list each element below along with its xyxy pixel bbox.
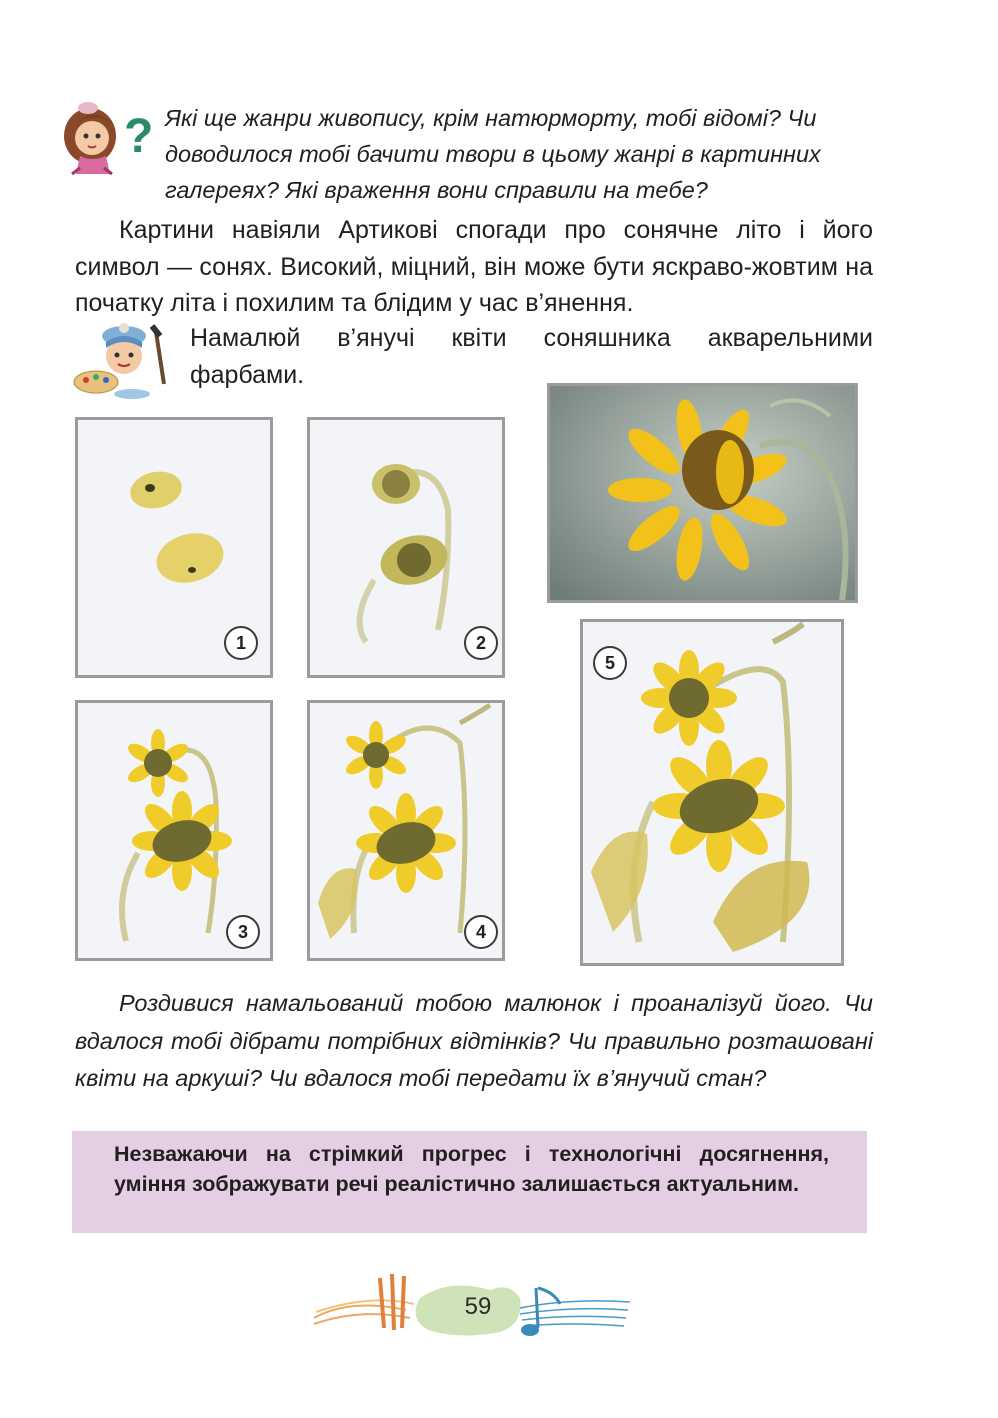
step-2-image [307,417,505,678]
step-5-badge: 5 [593,646,627,680]
story-paragraph: Картини навіяли Артикові спогади про сонячне літо і його символ — сонях. Високий, міцний, він може бути яскраво-жовтим на початку літа і похилим та блідим у час в’янення. [75,216,873,317]
svg-text:?: ? [124,110,154,163]
boy-painter-illustration [72,322,182,400]
task-text: Намалюй в’янучі квіти соняшника акварельними фарбами. [190,324,873,389]
step-1-image [75,417,273,678]
question-text: Які ще жанри живопису, крім натюрморту, тобі відомі? Чи доводилося тобі бачити твори в цьому жанрі в картинних галереях? Які враження вони справили на тебе? [165,105,821,203]
page-number: 59 [464,1293,492,1320]
note-text: Незважаючи на стрімкий прогрес і технологічні досягнення, уміння зображувати речі реалістично залишається актуальним. [114,1142,829,1196]
step-5-image [580,619,844,966]
reflection-text: Роздивися намальований тобою малюнок і проаналізуй його. Чи вдалося тобі дібрати потрібних відтінків? Чи правильно розташовані квіти на аркуші? Чи вдалося тобі передати їх в’янучий стан? [75,990,873,1091]
step-1-badge: 1 [224,626,258,660]
step-2-badge: 2 [464,626,498,660]
step-4-image [307,700,505,961]
note-box [72,1131,867,1233]
step-3-badge: 3 [226,915,260,949]
step-4-badge: 4 [464,915,498,949]
sunflower-photo [547,383,858,603]
step-3-image [75,700,273,961]
girl-question-illustration [58,96,158,178]
